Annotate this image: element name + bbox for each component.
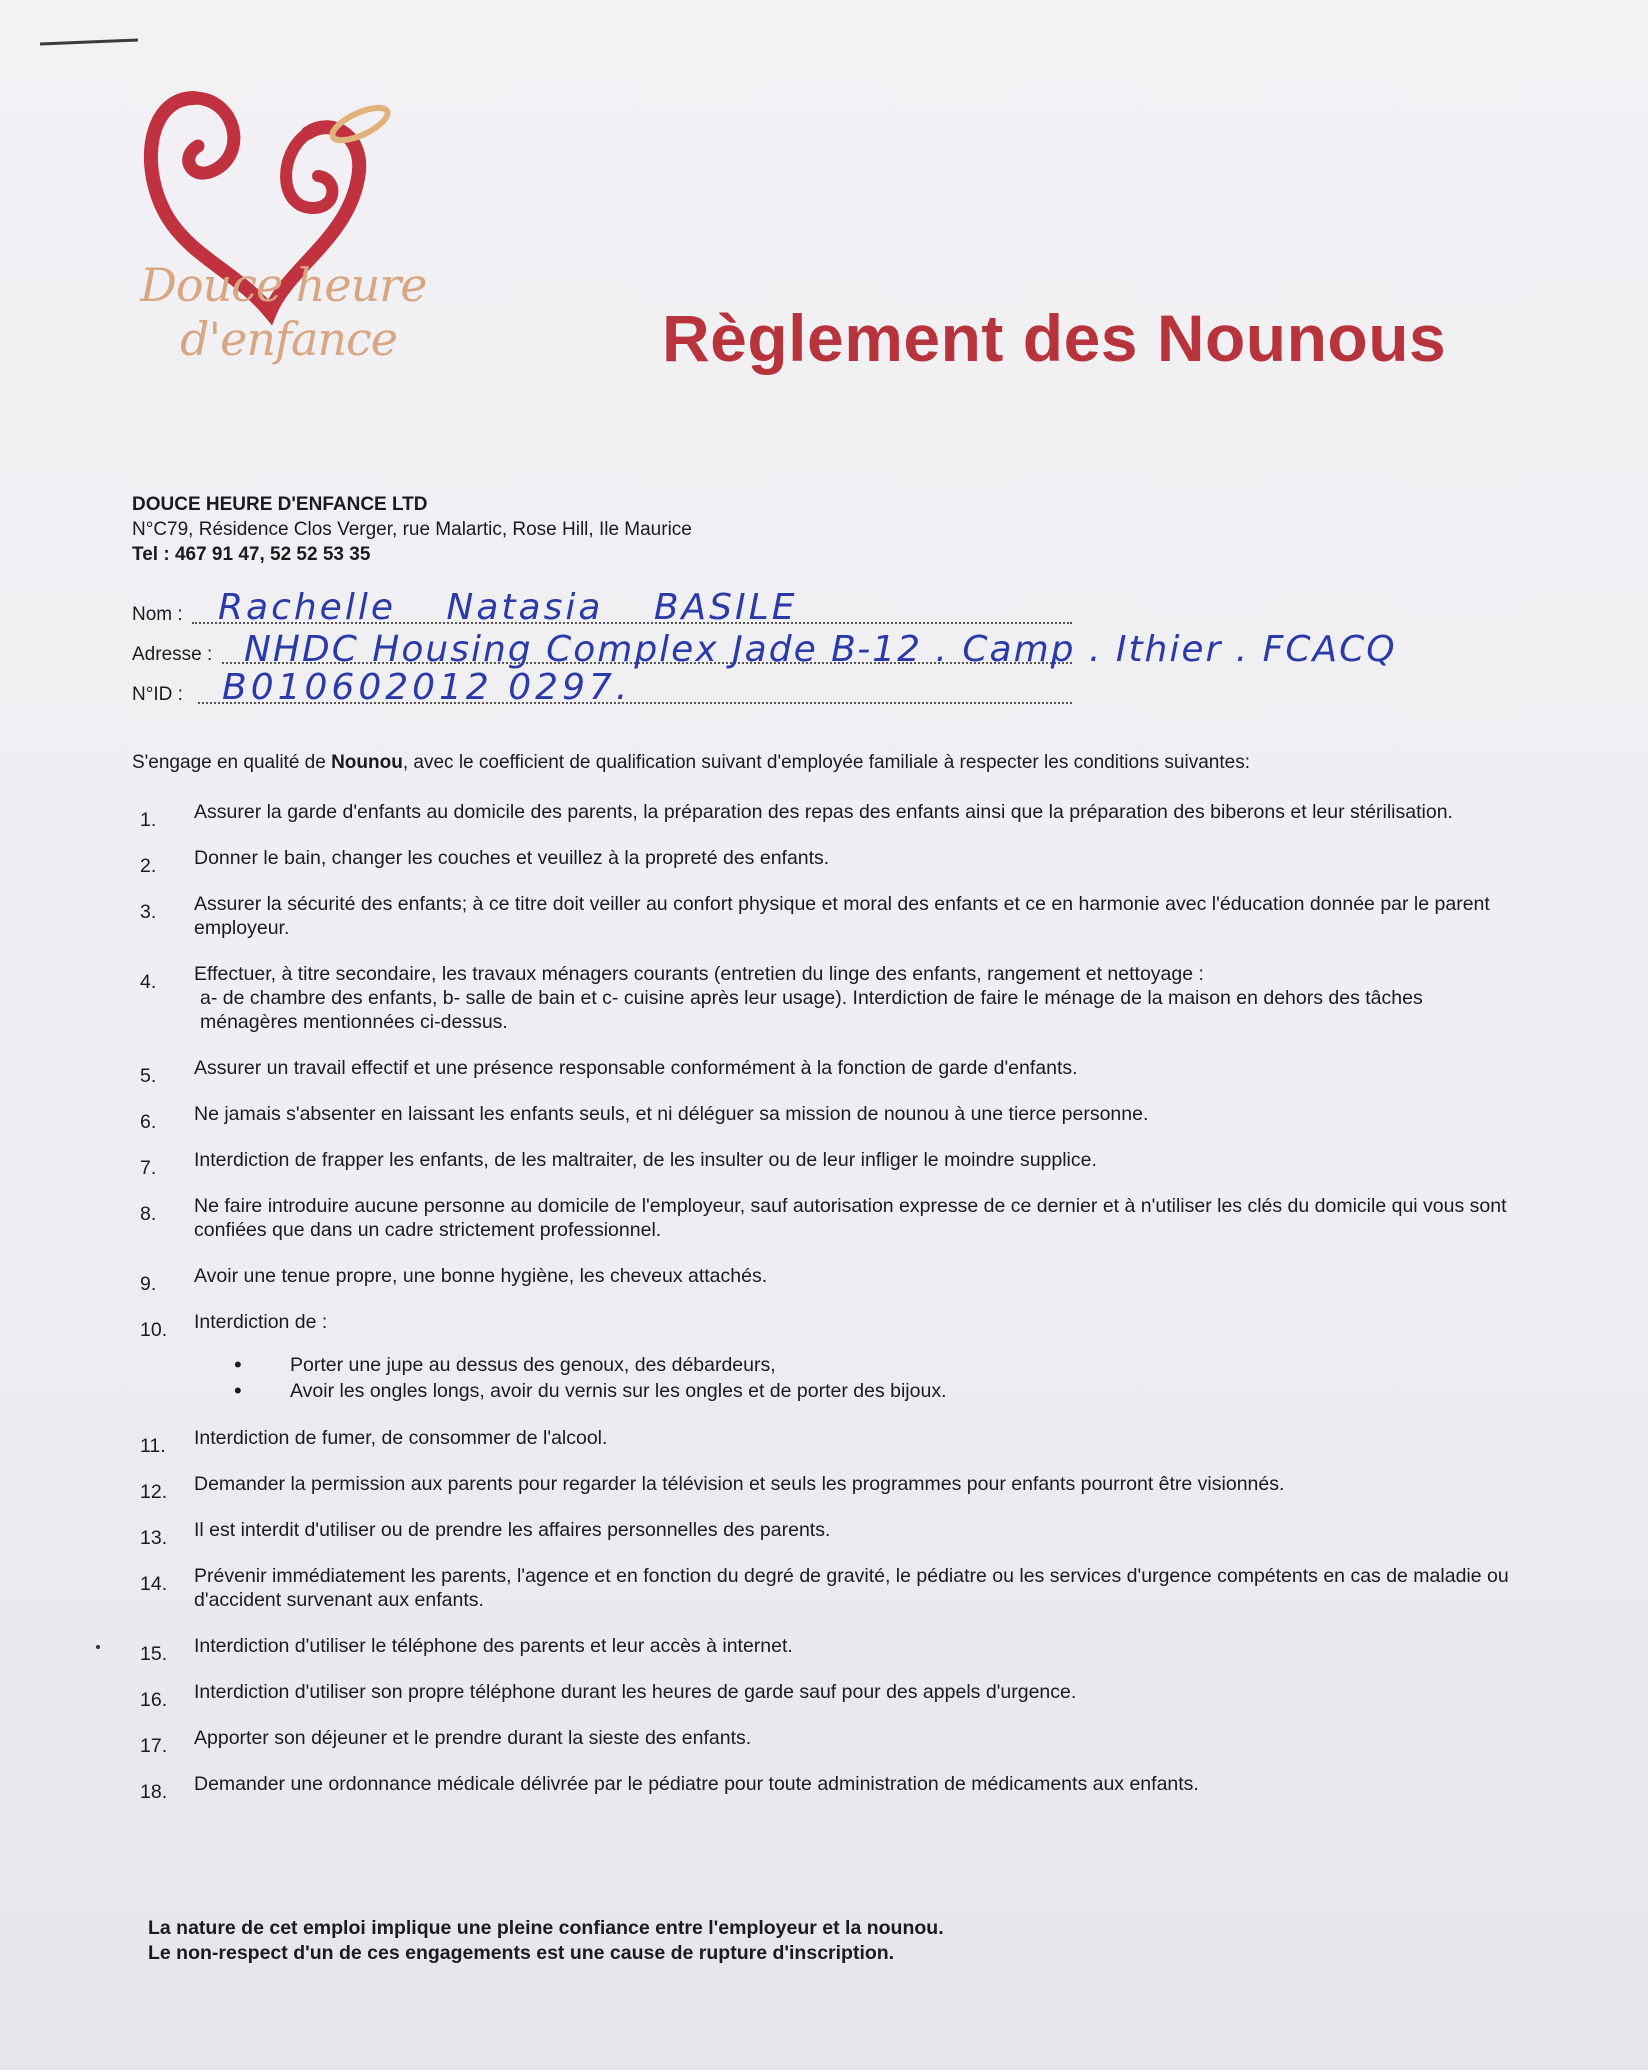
rule-text: Interdiction de fumer, de consommer de l'alcool. bbox=[194, 1427, 608, 1449]
closing-line2: Le non-respect d'un de ces engagements est une cause de rupture d'inscription. bbox=[148, 1942, 895, 1964]
id-field[interactable] bbox=[132, 667, 1632, 710]
rule-number: 13. bbox=[140, 1527, 168, 1549]
rule-text: Interdiction d'utiliser le téléphone des parents et leur accès à internet. bbox=[194, 1635, 793, 1657]
rule-number: 15. bbox=[140, 1643, 168, 1665]
id-handwritten-value: B010602012 0297. bbox=[222, 667, 632, 708]
adresse-handwritten-value: NHDC Housing Complex Jade B-12 . Camp . Ithier . FCACQ bbox=[244, 629, 1397, 670]
rule-number: 6. bbox=[140, 1111, 157, 1133]
rule-item bbox=[140, 1426, 1520, 1457]
rule-item bbox=[140, 1194, 1520, 1242]
rule-item bbox=[140, 1564, 1520, 1612]
rule-number: 10. bbox=[140, 1319, 168, 1341]
rule-number: 1. bbox=[140, 809, 157, 831]
bullet-item: • Avoir les ongles longs, avoir du vernis sur les ongles et de porter des bijoux. bbox=[234, 1378, 1520, 1404]
adresse-label: Adresse : bbox=[132, 644, 213, 665]
nom-label: Nom : bbox=[132, 604, 183, 625]
rule-text: Ne faire introduire aucune personne au domicile de l'employeur, sauf autorisation expresse de ce dernier et à n'utiliser les clés du domicile qui vous sont confiées que dans un cadre strictement professionnel. bbox=[194, 1195, 1507, 1241]
logo-text-line1: Douce heure bbox=[140, 258, 427, 312]
rule-text: Interdiction d'utiliser son propre téléphone durant les heures de garde sauf pour des appels d'urgence. bbox=[194, 1681, 1077, 1703]
logo-text-line2: d'enfance bbox=[180, 312, 398, 366]
closing-statement bbox=[148, 1916, 944, 1966]
company-address: N°C79, Résidence Clos Verger, rue Malartic, Rose Hill, Ile Maurice bbox=[132, 519, 692, 540]
rule-item bbox=[140, 1772, 1520, 1803]
rule-text: Interdiction de : bbox=[194, 1311, 328, 1333]
rule-text: Assurer la garde d'enfants au domicile des parents, la préparation des repas des enfants ainsi que la préparation des biberons et leur stérilisation. bbox=[194, 801, 1453, 823]
intro-before: S'engage en qualité de bbox=[132, 752, 332, 773]
rule-text: Il est interdit d'utiliser ou de prendre les affaires personnelles des parents. bbox=[194, 1519, 831, 1541]
form-fields bbox=[132, 587, 1632, 710]
rule-text: Assurer la sécurité des enfants; à ce titre doit veiller au confort physique et moral des enfants et ce en harmonie avec l'éducation donnée par le parent employeur. bbox=[194, 893, 1490, 939]
rule-number: 2. bbox=[140, 855, 157, 877]
rule-item bbox=[140, 1264, 1520, 1295]
rule-number: 12. bbox=[140, 1481, 168, 1503]
rule-item bbox=[140, 846, 1520, 877]
page-title: Règlement des Nounous bbox=[662, 301, 1447, 375]
nom-handwritten-value: Rachelle Natasia BASILE bbox=[218, 587, 798, 628]
rule-text-continued: a- de chambre des enfants, b- salle de bain et c- cuisine après leur usage). Interdiction de faire le ménage de la maison en dehors des tâches ménagères mentionnées ci-dessus. bbox=[200, 987, 1423, 1033]
bullet-list bbox=[234, 1352, 1520, 1404]
rule-number: 18. bbox=[140, 1781, 168, 1803]
adresse-field[interactable] bbox=[132, 630, 1632, 670]
rule-text: Avoir une tenue propre, une bonne hygiène, les cheveux attachés. bbox=[194, 1265, 768, 1287]
rule-item bbox=[140, 962, 1520, 1034]
rule-item bbox=[140, 1472, 1520, 1503]
rule-number: 17. bbox=[140, 1735, 168, 1757]
rule-number: 11. bbox=[140, 1435, 166, 1457]
company-name: DOUCE HEURE D'ENFANCE LTD bbox=[132, 494, 428, 515]
rule-item bbox=[140, 1148, 1520, 1179]
company-block bbox=[132, 492, 692, 567]
rule-text: Demander une ordonnance médicale délivrée par le pédiatre pour toute administration de médicaments aux enfants. bbox=[194, 1773, 1199, 1795]
rule-text: Donner le bain, changer les couches et veuillez à la propreté des enfants. bbox=[194, 847, 830, 869]
rule-item bbox=[140, 1310, 1520, 1404]
rule-text: Effectuer, à titre secondaire, les travaux ménagers courants (entretien du linge des enfants, rangement et nettoyage : bbox=[194, 963, 1204, 985]
rule-number: 14. bbox=[140, 1573, 168, 1595]
intro-text bbox=[132, 752, 1250, 774]
rule-number: 7. bbox=[140, 1157, 157, 1179]
rule-text: Demander la permission aux parents pour regarder la télévision et seuls les programmes pour enfants pourront être visionnés. bbox=[194, 1473, 1285, 1495]
rule-text: Assurer un travail effectif et une présence responsable conformément à la fonction de garde d'enfants. bbox=[194, 1057, 1078, 1079]
rule-item bbox=[140, 1634, 1520, 1665]
rule-number: 8. bbox=[140, 1203, 157, 1225]
rule-text: Prévenir immédiatement les parents, l'agence et en fonction du degré de gravité, le pédiatre ou les services d'urgence compétents en cas de maladie ou d'accident survenant aux enfants. bbox=[194, 1565, 1509, 1611]
id-label: N°ID : bbox=[132, 684, 183, 705]
rule-text: Interdiction de frapper les enfants, de les maltraiter, de les insulter ou de leur infliger le moindre supplice. bbox=[194, 1149, 1097, 1171]
rule-number: 16. bbox=[140, 1689, 168, 1711]
rule-text: Apporter son déjeuner et le prendre durant la sieste des enfants. bbox=[194, 1727, 752, 1749]
rule-item bbox=[140, 1056, 1520, 1087]
closing-line1: La nature de cet emploi implique une pleine confiance entre l'employeur et la nounou. bbox=[148, 1917, 944, 1939]
rule-number: 3. bbox=[140, 901, 157, 923]
tel-value: 467 91 47, 52 52 53 35 bbox=[174, 544, 371, 565]
rules-list bbox=[140, 800, 1520, 1818]
intro-bold: Nounou bbox=[331, 752, 403, 773]
rule-item bbox=[140, 1102, 1520, 1133]
rule-number: 5. bbox=[140, 1065, 157, 1087]
stray-dot bbox=[96, 1645, 100, 1649]
pen-mark bbox=[40, 38, 140, 46]
intro-after: , avec le coefficient de qualification suivant d'employée familiale à respecter les conditions suivantes: bbox=[402, 752, 1250, 773]
rule-item bbox=[140, 1680, 1520, 1711]
rule-item bbox=[140, 1518, 1520, 1549]
rule-item bbox=[140, 800, 1520, 831]
rule-text: Ne jamais s'absenter en laissant les enfants seuls, et ni déléguer sa mission de nounou à une tierce personne. bbox=[194, 1103, 1149, 1125]
tel-label: Tel : bbox=[132, 544, 175, 565]
rule-number: 4. bbox=[140, 971, 157, 993]
bullet-item: • Porter une jupe au dessus des genoux, des débardeurs, bbox=[234, 1352, 1520, 1378]
nom-field[interactable] bbox=[132, 587, 1632, 630]
rule-item bbox=[140, 1726, 1520, 1757]
company-phone bbox=[132, 542, 692, 567]
rule-item bbox=[140, 892, 1520, 940]
rule-number: 9. bbox=[140, 1273, 157, 1295]
